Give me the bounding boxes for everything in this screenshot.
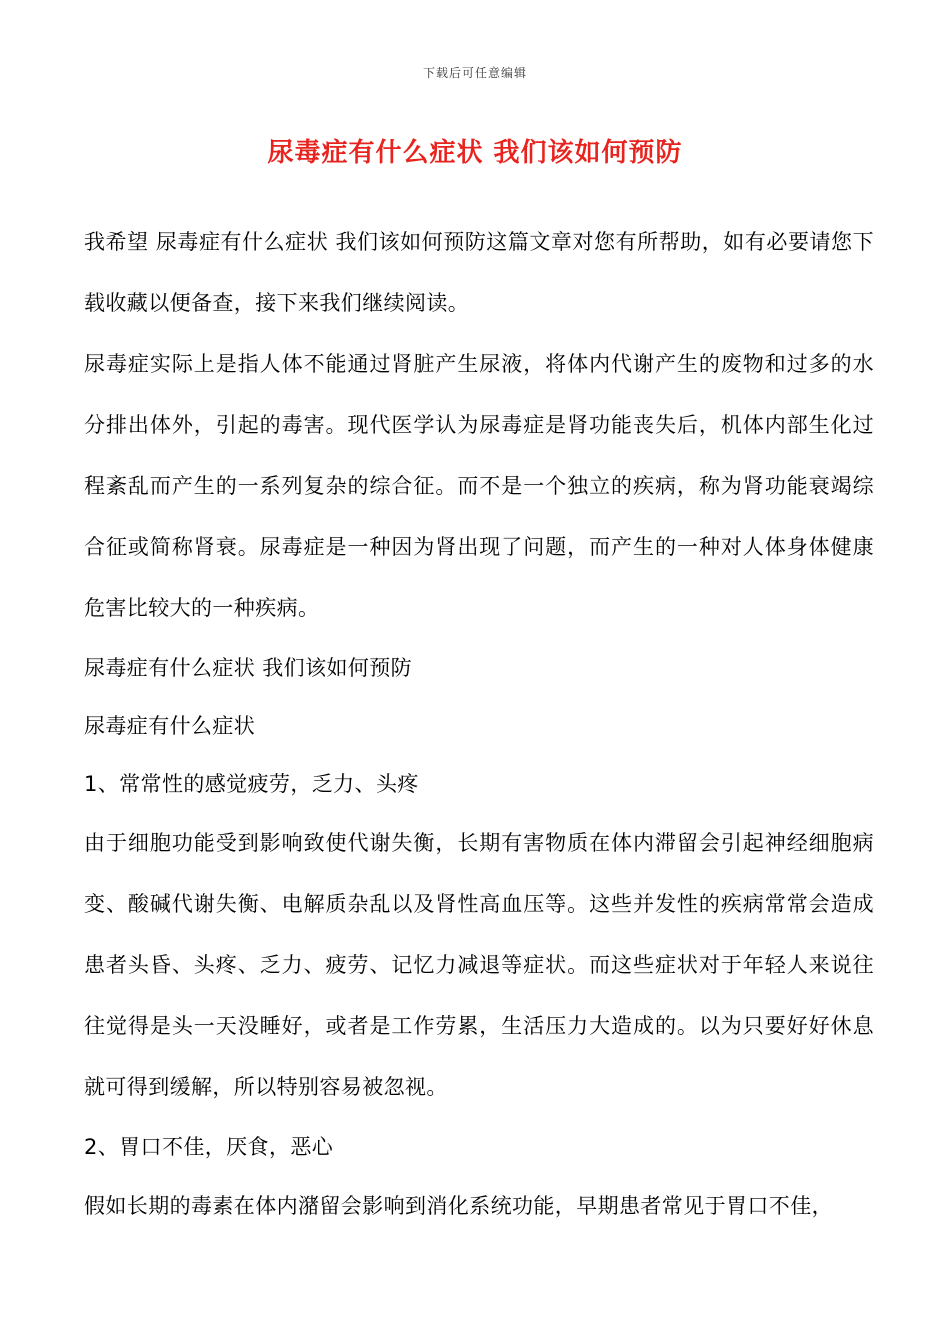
document-body <box>84 212 874 1237</box>
symptom-2-body: 假如长期的毒素在体内潴留会影响到消化系统功能，早期患者常见于胃口不佳， <box>84 1194 833 1218</box>
intro-paragraph: 我希望 尿毒症有什么症状 我们该如何预防这篇文章对您有所帮助，如有必要请您下载收藏以便备查，接下来我们继续阅读。 <box>84 230 874 315</box>
definition-paragraph: 尿毒症实际上是指人体不能通过肾脏产生尿液，将体内代谢产生的废物和过多的水分排出体外，引起的毒害。现代医学认为尿毒症是肾功能丧失后，机体内部生化过程紊乱而产生的一系列复杂的综合征。而不是一个独立的疾病，称为肾功能衰竭综合征或简称肾衰。尿毒症是一种因为肾出现了问题，而产生的一种对人体身体健康危害比较大的一种疾病。 <box>84 352 874 620</box>
symptom-2-heading: 2、胃口不佳，厌食，恶心 <box>84 1135 334 1159</box>
symptom-1-heading: 1、常常性的感觉疲劳，乏力、头疼 <box>84 772 419 796</box>
page-title: 尿毒症有什么症状 我们该如何预防 <box>267 138 683 168</box>
section-subtitle: 尿毒症有什么症状 我们该如何预防 <box>84 656 413 680</box>
header-note: 下载后可任意编辑 <box>422 66 527 80</box>
section-heading: 尿毒症有什么症状 <box>84 714 256 738</box>
symptom-1-body: 由于细胞功能受到影响致使代谢失衡，长期有害物质在体内滞留会引起神经细胞病变、酸碱代谢失衡、电解质杂乱以及肾性高血压等。这些并发性的疾病常常会造成患者头昏、头疼、乏力、疲劳、记忆力减退等症状。而这些症状对于年轻人来说往往觉得是头一天没睡好，或者是工作劳累，生活压力大造成的。以为只要好好休息就可得到缓解，所以特别容易被忽视。 <box>84 831 874 1099</box>
